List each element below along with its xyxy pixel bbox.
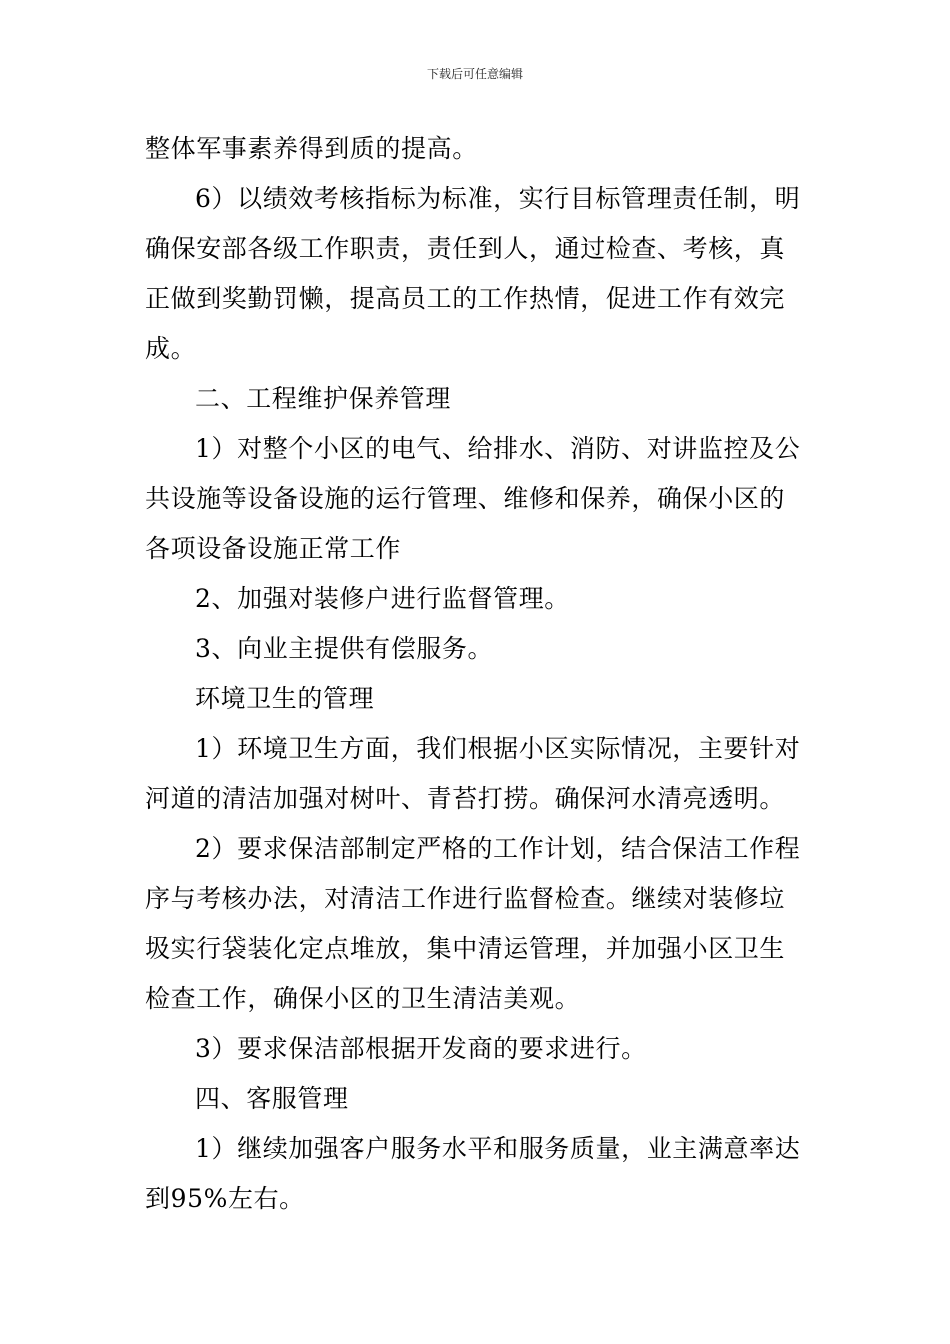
header-note: 下载后可任意编辑 (426, 67, 523, 81)
body-line: 2、加强对装修户进行监督管理。 (195, 584, 570, 613)
body-line: 正做到奖勤罚懒，提高员工的工作热情，促进工作有效完 (145, 284, 786, 313)
body-line: 各项设备设施正常工作 (145, 534, 402, 563)
body-line: 检查工作，确保小区的卫生清洁美观。 (145, 984, 581, 1013)
body-line: 1）环境卫生方面，我们根据小区实际情况，主要针对 (195, 734, 801, 763)
body-line: 确保安部各级工作职责，责任到人，通过检查、考核，真 (145, 234, 786, 263)
body-line: 3）要求保洁部根据开发商的要求进行。 (195, 1034, 647, 1063)
body-line: 序与考核办法，对清洁工作进行监督检查。继续对装修垃 (145, 884, 786, 913)
body-line: 成。 (145, 334, 197, 363)
section-heading: 环境卫生的管理 (195, 684, 375, 713)
body-line: 3、向业主提供有偿服务。 (195, 634, 494, 663)
section-heading: 二、工程维护保养管理 (195, 384, 452, 413)
body-line: 到95%左右。 (145, 1184, 305, 1213)
body-line: 6）以绩效考核指标为标准，实行目标管理责任制，明 (195, 184, 801, 213)
body-line: 圾实行袋装化定点堆放，集中清运管理，并加强小区卫生 (145, 934, 786, 963)
body-line: 1）继续加强客户服务水平和服务质量，业主满意率达 (195, 1134, 801, 1163)
body-line: 整体军事素养得到质的提高。 (145, 134, 478, 163)
body-line: 2）要求保洁部制定严格的工作计划，结合保洁工作程 (195, 834, 801, 863)
body-line: 共设施等设备设施的运行管理、维修和保养，确保小区的 (145, 484, 786, 513)
body-line: 河道的清洁加强对树叶、青苔打捞。确保河水清亮透明。 (145, 784, 786, 813)
section-heading: 四、客服管理 (195, 1084, 349, 1113)
body-line: 1）对整个小区的电气、给排水、消防、对讲监控及公 (195, 434, 801, 463)
